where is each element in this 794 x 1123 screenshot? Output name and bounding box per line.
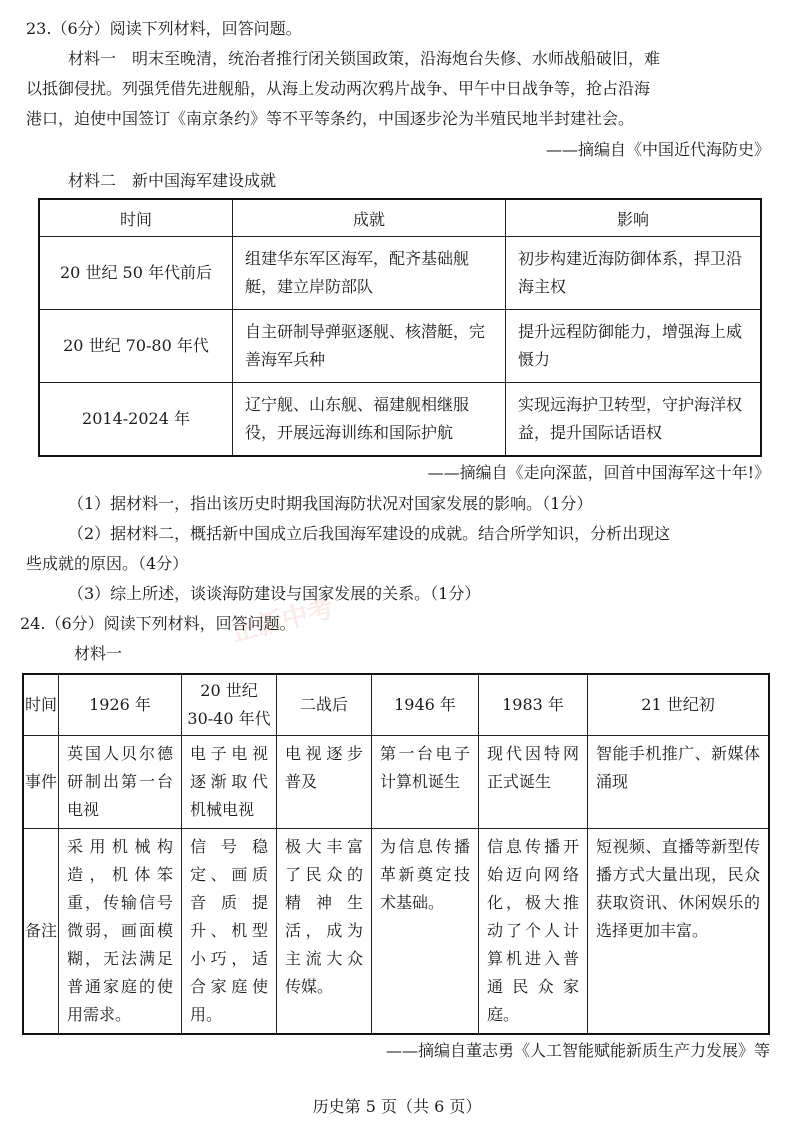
col-time: 21 世纪初 [588,674,770,736]
q23-question-2: （2）据材料二，概括新中国成立后我国海军建设的成就。结合所学知识，分析出现这 [68,524,671,543]
col-event: 电视逐步普及 [277,736,372,829]
q23-material2-source: ——摘编自《走向深蓝，回首中国海军这十年!》 [427,463,770,482]
q23-header: 23.（6分）阅读下列材料，回答问题。 [26,19,302,38]
col-time: 1926 年 [59,674,182,736]
col-event: 智能手机推广、新媒体涌现 [588,736,770,829]
col-note: 为信息传播革新奠定技术基础。 [372,829,479,1035]
table-row-note [23,829,769,1035]
col-note: 采用机械构造，机体笨重，传输信号微弱，画面模糊，无法满足普通家庭的使用需求。 [59,829,182,1035]
q23-question-3: （3）综上所述，谈谈海防建设与国家发展的关系。（1分） [68,584,481,603]
table-row [39,310,761,383]
col-time: 二战后 [277,674,372,736]
table-header-row [39,199,761,237]
q23-material2-title: 材料二 新中国海军建设成就 [68,171,277,190]
page-footer: 历史第 5 页（共 6 页） [312,1097,482,1116]
col-time: 20 世纪 30-40 年代 [182,674,277,736]
exam-page [20,14,774,1067]
table-row-event [23,736,769,829]
col-note: 信号稳定、画质音质提升、机型小巧，适合家庭使用。 [182,829,277,1035]
row-achievement: 自主研制导弹驱逐舰、核潜艇，完善海军兵种 [233,310,506,383]
row-time: 20 世纪 50 年代前后 [39,237,233,310]
row-time: 2014-2024 年 [39,383,233,457]
col-time: 1946 年 [372,674,479,736]
q23-material1-source: ——摘编自《中国近代海防史》 [545,140,770,159]
col-note: 短视频、直播等新型传播方式大量出现，民众获取资讯、休闲娱乐的选择更加丰富。 [588,829,770,1035]
col-event: 英国人贝尔德研制出第一台电视 [59,736,182,829]
row-impact: 初步构建近海防御体系，捍卫沿海主权 [506,237,762,310]
table-header-impact: 影响 [506,199,762,237]
table-row-time [23,674,769,736]
q23-question-1: （1）据材料一，指出该历史时期我国海防状况对国家发展的影响。（1分） [68,494,593,513]
q24-source: ——摘编自董志勇《人工智能赋能新质生产力发展》等 [385,1041,770,1060]
table-header-achievement: 成就 [233,199,506,237]
row-impact: 实现远海护卫转型，守护海洋权益，提升国际话语权 [506,383,762,457]
col-event: 现代因特网正式诞生 [479,736,588,829]
q24-header: 24.（6分）阅读下列材料，回答问题。 [20,614,296,633]
row-achievement: 辽宁舰、山东舰、福建舰相继服役，开展远海训练和国际护航 [233,383,506,457]
col-event: 电子电视逐渐取代机械电视 [182,736,277,829]
row-impact: 提升远程防御能力，增强海上威慑力 [506,310,762,383]
watermark: 正新中考 [228,593,337,649]
q23-material1-line-3: 港口，迫使中国签订《南京条约》等不平等条约，中国逐步沦为半殖民地半封建社会。 [26,109,635,128]
row-achievement: 组建华东军区海军，配齐基础舰艇，建立岸防部队 [233,237,506,310]
table-row [39,237,761,310]
row-time: 20 世纪 70-80 年代 [39,310,233,383]
media-history-table [22,673,770,1035]
navy-achievements-table [38,198,762,457]
col-time: 1983 年 [479,674,588,736]
q24-material1-title: 材料一 [74,644,123,663]
row-label-note: 备注 [23,829,59,1035]
row-label-time: 时间 [23,674,59,736]
row-label-event: 事件 [23,736,59,829]
q23-question-2-cont: 些成就的原因。（4分） [26,554,189,573]
table-row [39,383,761,457]
col-event: 第一台电子计算机诞生 [372,736,479,829]
col-note: 极大丰富了民众的精神生活，成为主流大众传媒。 [277,829,372,1035]
q23-material1-line-2: 以抵御侵扰。列强凭借先进舰船，从海上发动两次鸦片战争、甲午中日战争等，抢占沿海 [26,79,651,98]
col-note: 信息传播开始迈向网络化，极大推动了个人计算机进入普通民众家庭。 [479,829,588,1035]
q23-material1-line-1: 材料一 明末至晚清，统治者推行闭关锁国政策，沿海炮台失修、水师战船破旧，难 [68,49,661,68]
table-header-time: 时间 [39,199,233,237]
